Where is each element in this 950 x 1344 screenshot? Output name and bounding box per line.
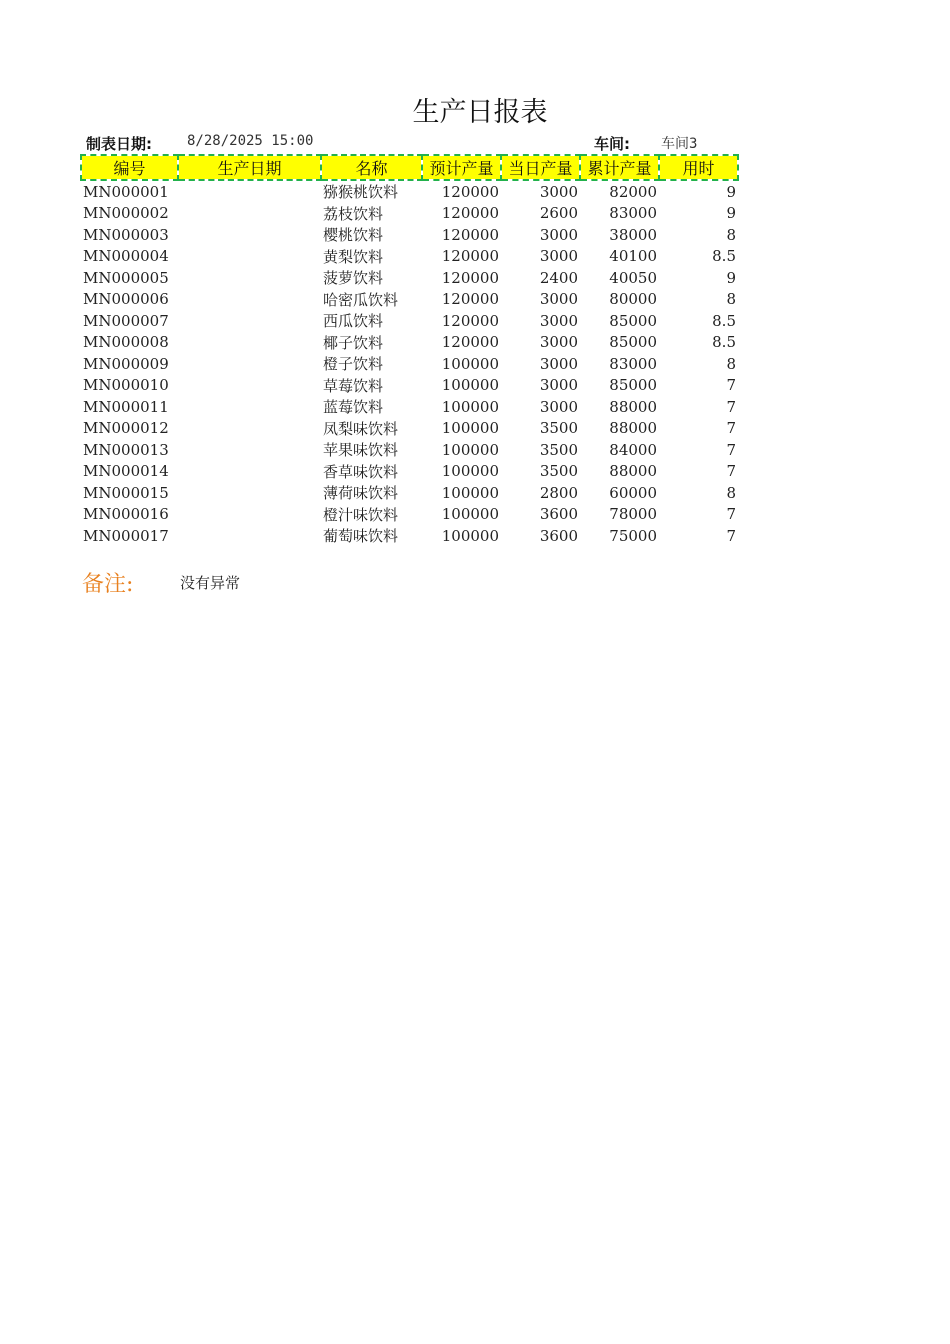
cell-hours: 7 — [726, 440, 736, 459]
table-row — [81, 396, 738, 418]
cell-planned: 100000 — [441, 462, 499, 481]
cell-daily: 3000 — [539, 247, 578, 266]
cell-date — [178, 332, 321, 354]
cell-total: 85000 — [609, 333, 657, 352]
cell-hours: 8.5 — [712, 333, 736, 352]
cell-name: 橙汁味饮料 — [323, 505, 399, 524]
cell-total: 40050 — [609, 268, 657, 287]
cell-date — [178, 439, 321, 461]
cell-id: MN000015 — [83, 483, 169, 502]
cell-daily: 2600 — [539, 204, 578, 223]
cell-date — [178, 396, 321, 418]
cell-daily: 2400 — [539, 268, 578, 287]
cell-total: 88000 — [609, 419, 657, 438]
cell-daily: 3000 — [539, 333, 578, 352]
cell-daily: 3600 — [539, 505, 578, 524]
cell-id: MN000006 — [83, 290, 169, 309]
cell-daily: 3500 — [539, 419, 578, 438]
cell-hours: 7 — [726, 526, 736, 545]
cell-date — [178, 504, 321, 526]
cell-total: 85000 — [609, 376, 657, 395]
cell-planned: 100000 — [441, 397, 499, 416]
cell-id: MN000004 — [83, 247, 169, 266]
cell-name: 猕猴桃饮料 — [323, 183, 399, 202]
col-header-planned: 预计产量 — [422, 155, 501, 180]
table-row — [81, 224, 738, 246]
col-header-total: 累计产量 — [580, 155, 659, 180]
cell-id: MN000012 — [83, 419, 169, 438]
cell-id: MN000005 — [83, 268, 169, 287]
cell-name: 葡萄味饮料 — [323, 527, 399, 546]
table-row — [81, 180, 738, 203]
cell-name: 草莓饮料 — [323, 376, 384, 395]
cell-id: MN000002 — [83, 204, 169, 223]
cell-daily: 2800 — [539, 483, 578, 502]
cell-date — [178, 418, 321, 440]
cell-total: 83000 — [609, 354, 657, 373]
table-row — [81, 482, 738, 504]
cell-hours: 8.5 — [712, 247, 736, 266]
cell-date — [178, 375, 321, 397]
date-label: 制表日期: — [86, 135, 152, 153]
cell-planned: 100000 — [441, 440, 499, 459]
cell-hours: 7 — [726, 505, 736, 524]
cell-daily: 3000 — [539, 397, 578, 416]
col-header-daily: 当日产量 — [501, 155, 580, 180]
cell-name: 哈密瓜饮料 — [323, 290, 399, 309]
cell-date — [178, 203, 321, 225]
table-row — [81, 504, 738, 526]
cell-planned: 120000 — [441, 247, 499, 266]
cell-daily: 3600 — [539, 526, 578, 545]
cell-id: MN000016 — [83, 505, 169, 524]
cell-total: 88000 — [609, 462, 657, 481]
cell-planned: 120000 — [441, 182, 499, 201]
cell-hours: 8.5 — [712, 311, 736, 330]
cell-hours: 7 — [726, 376, 736, 395]
table-row — [81, 203, 738, 225]
cell-name: 荔枝饮料 — [323, 204, 384, 223]
cell-name: 西瓜饮料 — [323, 312, 384, 331]
production-table — [80, 154, 739, 547]
cell-hours: 8 — [726, 354, 736, 373]
cell-date — [178, 353, 321, 375]
cell-name: 苹果味饮料 — [323, 441, 399, 460]
cell-planned: 120000 — [441, 225, 499, 244]
cell-planned: 100000 — [441, 505, 499, 524]
remark-label: 备注: — [82, 572, 134, 597]
cell-name: 菠萝饮料 — [323, 269, 384, 288]
cell-total: 78000 — [609, 505, 657, 524]
cell-planned: 120000 — [441, 333, 499, 352]
table-row — [81, 439, 738, 461]
remark-value: 没有异常 — [180, 574, 241, 592]
cell-date — [178, 461, 321, 483]
cell-daily: 3000 — [539, 311, 578, 330]
cell-date — [178, 246, 321, 268]
cell-name: 凤梨味饮料 — [323, 419, 399, 438]
cell-total: 60000 — [609, 483, 657, 502]
cell-name: 椰子饮料 — [323, 333, 384, 352]
cell-total: 84000 — [609, 440, 657, 459]
table-row — [81, 418, 738, 440]
cell-id: MN000011 — [83, 397, 169, 416]
cell-date — [178, 224, 321, 246]
cell-total: 38000 — [609, 225, 657, 244]
cell-daily: 3000 — [539, 354, 578, 373]
table-row — [81, 310, 738, 332]
cell-name: 薄荷味饮料 — [323, 484, 399, 503]
cell-name: 蓝莓饮料 — [323, 398, 384, 417]
cell-total: 85000 — [609, 311, 657, 330]
cell-hours: 8 — [726, 290, 736, 309]
cell-total: 82000 — [609, 182, 657, 201]
cell-hours: 8 — [726, 483, 736, 502]
cell-planned: 120000 — [441, 268, 499, 287]
table-row — [81, 289, 738, 311]
col-header-id: 编号 — [81, 155, 178, 180]
cell-hours: 7 — [726, 397, 736, 416]
cell-hours: 9 — [726, 268, 736, 287]
cell-date — [178, 180, 321, 203]
table-row — [81, 332, 738, 354]
cell-date — [178, 267, 321, 289]
cell-total: 40100 — [609, 247, 657, 266]
cell-name: 樱桃饮料 — [323, 226, 384, 245]
cell-planned: 120000 — [441, 290, 499, 309]
cell-planned: 100000 — [441, 354, 499, 373]
cell-date — [178, 289, 321, 311]
workshop-value: 车间3 — [661, 136, 698, 152]
cell-id: MN000013 — [83, 440, 169, 459]
cell-date — [178, 525, 321, 547]
cell-daily: 3500 — [539, 440, 578, 459]
cell-date — [178, 310, 321, 332]
cell-hours: 7 — [726, 462, 736, 481]
cell-planned: 100000 — [441, 376, 499, 395]
col-header-hours: 用时 — [659, 155, 738, 180]
table-row — [81, 267, 738, 289]
cell-hours: 9 — [726, 182, 736, 201]
cell-planned: 100000 — [441, 483, 499, 502]
cell-date — [178, 482, 321, 504]
cell-daily: 3500 — [539, 462, 578, 481]
col-header-name: 名称 — [321, 155, 422, 180]
cell-total: 75000 — [609, 526, 657, 545]
table-row — [81, 353, 738, 375]
cell-planned: 100000 — [441, 526, 499, 545]
cell-hours: 9 — [726, 204, 736, 223]
cell-name: 黄梨饮料 — [323, 247, 384, 266]
table-row — [81, 525, 738, 547]
cell-hours: 7 — [726, 419, 736, 438]
table-body — [81, 180, 738, 547]
cell-id: MN000009 — [83, 354, 169, 373]
cell-total: 88000 — [609, 397, 657, 416]
cell-id: MN000010 — [83, 376, 169, 395]
cell-id: MN000008 — [83, 333, 169, 352]
date-value: 8/28/2025 15:00 — [187, 133, 314, 149]
cell-hours: 8 — [726, 225, 736, 244]
cell-daily: 3000 — [539, 225, 578, 244]
cell-id: MN000017 — [83, 526, 169, 545]
cell-total: 80000 — [609, 290, 657, 309]
report-title: 生产日报表 — [412, 97, 548, 128]
cell-name: 香草味饮料 — [323, 462, 399, 481]
cell-planned: 100000 — [441, 419, 499, 438]
table-row — [81, 375, 738, 397]
cell-daily: 3000 — [539, 290, 578, 309]
cell-id: MN000003 — [83, 225, 169, 244]
cell-planned: 120000 — [441, 204, 499, 223]
cell-daily: 3000 — [539, 376, 578, 395]
cell-id: MN000001 — [83, 182, 169, 201]
workshop-label: 车间: — [594, 135, 630, 153]
table-row — [81, 461, 738, 483]
table-row — [81, 246, 738, 268]
cell-name: 橙子饮料 — [323, 355, 384, 374]
cell-id: MN000007 — [83, 311, 169, 330]
col-header-date: 生产日期 — [178, 155, 321, 180]
cell-planned: 120000 — [441, 311, 499, 330]
cell-daily: 3000 — [539, 182, 578, 201]
header-row — [81, 155, 738, 180]
cell-total: 83000 — [609, 204, 657, 223]
cell-id: MN000014 — [83, 462, 169, 481]
